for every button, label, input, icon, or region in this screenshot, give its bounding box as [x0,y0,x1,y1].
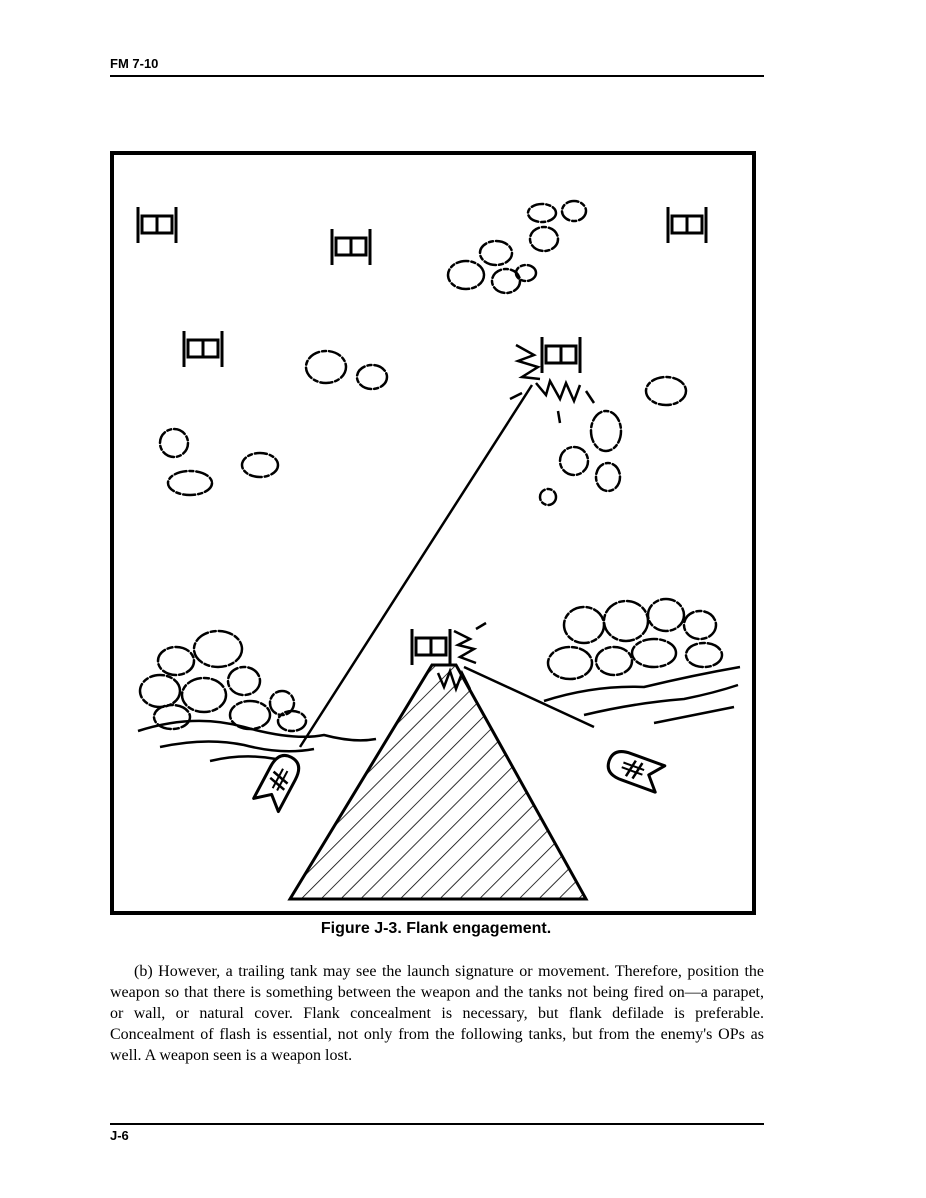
manual-id: FM 7-10 [110,56,159,71]
figure-frame [110,151,756,915]
footer-rule [110,1123,764,1125]
flank-engagement-illustration [114,155,752,911]
ground-clutter-left [140,631,306,731]
body-paragraph: (b) However, a trailing tank may see the launch signature or movement. Therefore, position the weapon so that there is something between the weapon and the tanks not being fired on—a parapet, or wall, or natural cover. Flank concealment is necessary, but flank defilade is preferable. Concealment of flash is essential, not only from the following tanks, but from the enemy's OPs as well. A weapon seen is a weapon lost. [110,963,764,1064]
enemy-tank-targeted [542,337,580,373]
enemy-tank-2 [332,229,370,265]
ground-clutter-right [548,599,722,679]
ground-line-right [544,667,740,723]
weapon-position-right [604,747,664,792]
enemy-tank-flank [412,629,450,665]
figure-caption: Figure J-3. Flank engagement. [320,920,552,937]
header-rule [110,75,764,77]
defilade-obstacle [290,665,586,899]
enemy-tank-3 [668,207,706,243]
weapon-position-left [254,751,304,812]
enemy-tank-4 [184,331,222,367]
vegetation-clusters [160,201,686,505]
page-number: J-6 [110,1128,129,1143]
enemy-tank-1 [138,207,176,243]
